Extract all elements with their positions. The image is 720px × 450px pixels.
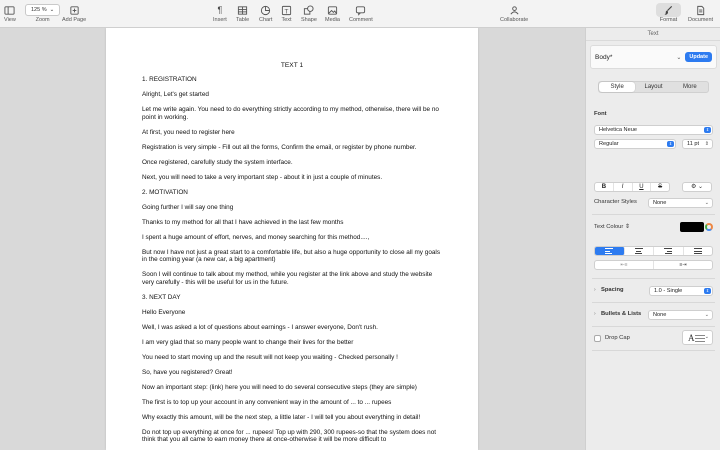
document-paragraph[interactable]: You need to start moving up and the result will not keep you waiting - Checked personally !: [142, 353, 398, 361]
document-paragraph[interactable]: The first is to top up your account in any convenient way in the amount of ... to ... rupees: [142, 398, 392, 406]
bullets-lists-label[interactable]: Bullets & Lists: [601, 311, 642, 317]
collaborate-button[interactable]: Collaborate: [500, 3, 528, 23]
document-paragraph[interactable]: Alright, Let's get started: [142, 91, 209, 98]
underline-button[interactable]: U: [633, 183, 652, 191]
document-paragraph[interactable]: Hello Everyone: [142, 308, 186, 316]
document-paragraph[interactable]: Next, you will need to take a very important step - about it in just a couple of minutes.: [142, 173, 383, 181]
add-page-icon: [69, 3, 80, 17]
gear-icon: ⚙ ⌄: [690, 184, 704, 190]
justify-icon: [694, 248, 702, 254]
character-styles-select[interactable]: None ⌄: [648, 198, 713, 208]
document-paragraph[interactable]: Let me write again. You need to do everything strictly according to my method, otherwise, there will be no point in working.: [142, 106, 439, 121]
drop-cap-label: Drop Cap: [605, 335, 630, 341]
align-right-icon: [664, 248, 672, 254]
document-paragraph[interactable]: Soon I will continue to talk about my method, while you register at the link above and study the website very carefully - this will be useful for us in the future.: [142, 271, 433, 286]
spacing-label[interactable]: Spacing: [601, 287, 624, 293]
document-paragraph[interactable]: Thanks to my method for all that I have achieved in the last few months: [142, 218, 344, 226]
updown-chevron-icon: ⇕: [705, 127, 710, 132]
drop-cap-preview-icon: A: [688, 333, 695, 343]
increase-indent-button[interactable]: [654, 261, 712, 269]
spacing-select[interactable]: 1.0 - Single ⇕: [649, 286, 713, 296]
paragraph-style-name: Body*: [595, 53, 613, 61]
document-paragraph[interactable]: Why exactly this amount, will be the next step, a little later - I will tell you about everything in detail!: [142, 413, 421, 421]
table-button[interactable]: Table: [236, 3, 249, 23]
svg-text:T: T: [284, 7, 289, 15]
align-right-button[interactable]: [654, 247, 684, 255]
chevron-down-icon: ⌄: [704, 334, 709, 340]
drop-cap-checkbox[interactable]: [594, 335, 601, 342]
font-size-field[interactable]: 11 pt ⇕: [682, 139, 713, 149]
format-button[interactable]: Format: [656, 3, 681, 23]
comment-button[interactable]: Comment: [349, 3, 373, 23]
text-style-buttons: [594, 182, 670, 192]
stepper-icon: ⇕: [704, 141, 709, 147]
document-paragraph[interactable]: Now an important step: (link) here you will need to do several consecutive steps (they are simple): [142, 383, 417, 391]
pilcrow-icon: ¶: [217, 5, 223, 15]
outdent-icon: ⇤≡: [620, 262, 628, 268]
document-canvas[interactable]: [0, 28, 585, 450]
zoom-control[interactable]: 125 % ⌄ Zoom: [25, 3, 60, 23]
insert-button[interactable]: ¶ Insert: [213, 5, 227, 23]
document-paragraph[interactable]: But now I have not just a great start to a comfortable life, but also a huge opportunity to close all my goals in the coming year (a new car, a big apartment): [142, 248, 441, 263]
strikethrough-button[interactable]: S: [658, 184, 663, 190]
chart-icon: [260, 3, 271, 17]
zoom-select[interactable]: 125 % ⌄: [25, 4, 60, 16]
document-paragraph[interactable]: 3. NEXT DAY: [142, 293, 181, 301]
panel-tab-text[interactable]: Text: [586, 28, 720, 41]
chevron-down-icon: ⌄: [676, 54, 682, 61]
add-page-button[interactable]: Add Page: [62, 3, 86, 23]
text-button[interactable]: T Text: [281, 3, 292, 23]
document-button[interactable]: Document: [688, 3, 713, 23]
indent-icon: ≡⇥: [679, 262, 687, 268]
format-panel: [585, 28, 720, 450]
document-title[interactable]: TEXT 1: [280, 62, 304, 69]
tab-layout[interactable]: Layout: [644, 84, 663, 90]
divider: [592, 350, 715, 351]
document-paragraph[interactable]: Do not top up everything at once for ... rupees! Top up with 290, 300 rupees-so that the system does not think that you all came to earn money there at once-otherwise it will be more difficult to: [142, 428, 437, 443]
chevron-down-icon: ⌄: [49, 7, 55, 13]
document-paragraph[interactable]: Registration is very simple - Fill out all the forms, Confirm the email, or register by phone number.: [142, 143, 417, 151]
indent-buttons: [594, 260, 713, 270]
divider: [592, 302, 715, 303]
document-paragraph[interactable]: Once registered, carefully study the system interface.: [142, 158, 293, 166]
document-paragraph[interactable]: At first, you need to register here: [142, 128, 235, 136]
disclosure-triangle-icon[interactable]: ›: [594, 311, 596, 317]
chevron-down-icon: ⌄: [704, 200, 709, 206]
shape-icon: [303, 3, 314, 17]
character-styles-label: Character Styles: [594, 199, 637, 205]
update-style-button[interactable]: Update: [685, 52, 712, 62]
media-button[interactable]: Media: [325, 3, 340, 23]
updown-chevron-icon: ⇕: [705, 288, 710, 293]
document-paragraph[interactable]: 1. REGISTRATION: [142, 76, 197, 83]
font-style-select[interactable]: Regular ⇕: [594, 139, 676, 149]
document-paragraph[interactable]: I spent a huge amount of effort, nerves, and money searching for this method....,: [142, 233, 370, 241]
alignment-buttons: [594, 246, 713, 256]
document-paragraph[interactable]: Well, I was asked a lot of questions about earnings - I answer everyone, Don't rush.: [142, 323, 378, 331]
updown-chevron-icon: ⇕: [624, 224, 630, 230]
font-section-label: Font: [594, 111, 607, 117]
drop-cap-style-select[interactable]: [682, 330, 713, 345]
bold-button[interactable]: B: [595, 183, 614, 191]
divider: [592, 326, 715, 327]
align-center-button[interactable]: [625, 247, 655, 255]
document-paragraph[interactable]: So, have you registered? Great!: [142, 368, 233, 376]
text-colour-swatch[interactable]: [680, 222, 704, 232]
toolbar: [0, 0, 720, 28]
text-box-icon: [281, 3, 292, 17]
document-paragraph[interactable]: Going further I will say one thing: [142, 203, 234, 211]
table-icon: [237, 3, 248, 17]
document-paragraph[interactable]: I am very glad that so many people want to change their lives for the better: [142, 338, 354, 346]
comment-icon: [355, 3, 366, 17]
bullets-lists-select[interactable]: None ⌄: [648, 310, 713, 320]
collaborate-icon: [509, 3, 520, 17]
document-page[interactable]: [106, 28, 478, 450]
italic-button[interactable]: I: [614, 183, 633, 191]
chevron-down-icon: ⌄: [704, 312, 709, 318]
paragraph-style-selector[interactable]: [590, 45, 717, 69]
shape-button[interactable]: Shape: [301, 3, 317, 23]
updown-chevron-icon: ⇕: [668, 141, 673, 146]
align-left-icon: [605, 248, 613, 254]
disclosure-triangle-icon[interactable]: ›: [594, 287, 596, 293]
chart-button[interactable]: Chart: [259, 3, 272, 23]
document-paragraph[interactable]: 2. MOTIVATION: [142, 188, 188, 196]
align-center-icon: [635, 248, 643, 254]
view-button[interactable]: View: [4, 3, 16, 23]
decrease-indent-button[interactable]: [595, 261, 654, 269]
media-icon: [327, 3, 338, 17]
panel-tabs: [598, 81, 709, 93]
tab-style[interactable]: Style: [599, 82, 635, 92]
document-icon: [695, 3, 706, 17]
sidebar-icon: [4, 3, 15, 17]
tab-more[interactable]: More: [682, 84, 697, 90]
document-body[interactable]: [142, 76, 442, 444]
paintbrush-icon: [656, 3, 681, 17]
divider: [592, 214, 715, 215]
font-family-select[interactable]: Helvetica Neue ⇕: [594, 125, 713, 135]
colour-wheel-icon[interactable]: [705, 223, 713, 231]
divider: [592, 278, 715, 279]
text-colour-label[interactable]: Text Colour ⇕: [594, 224, 630, 230]
align-left-button[interactable]: [595, 247, 625, 255]
justify-button[interactable]: [684, 247, 713, 255]
advanced-options-button[interactable]: [682, 182, 712, 192]
